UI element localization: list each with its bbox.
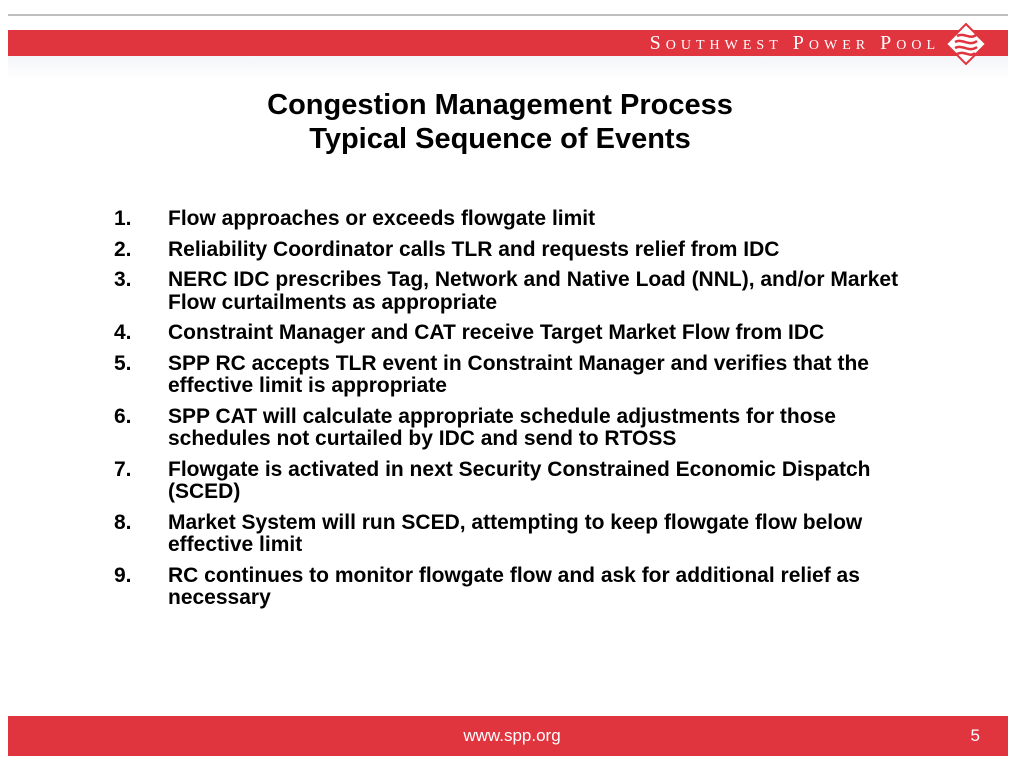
list-item xyxy=(114,406,934,451)
step-text: Flow approaches or exceeds flowgate limit xyxy=(168,207,596,230)
step-text: SPP CAT will calculate appropriate schedule adjustments for those schedules not curtailed by IDC and send to RTOSS xyxy=(168,404,836,450)
step-number: 4. xyxy=(114,321,132,344)
step-text: NERC IDC prescribes Tag, Network and Native Load (NNL), and/or Market Flow curtailments as appropriate xyxy=(168,268,899,314)
brand-name: Southwest Power Pool xyxy=(649,32,940,54)
step-number: 1. xyxy=(114,207,132,230)
step-text: Market System will run SCED, attempting to keep flowgate flow below effective limit xyxy=(168,510,863,556)
step-text: RC continues to monitor flowgate flow and ask for additional relief as necessary xyxy=(168,563,860,609)
step-number: 8. xyxy=(114,510,132,534)
title-line-1: Congestion Management Process xyxy=(267,89,733,121)
step-number: 3. xyxy=(114,268,132,291)
step-text: Flowgate is activated in next Security Constrained Economic Dispatch (SCED) xyxy=(168,457,871,503)
step-text: Reliability Coordinator calls TLR and requests relief from IDC xyxy=(168,237,780,261)
page-number: 5 xyxy=(970,726,980,745)
list-item xyxy=(114,565,934,610)
list-item xyxy=(114,512,934,557)
list-item xyxy=(114,269,934,314)
steps-list xyxy=(114,208,934,618)
step-number: 2. xyxy=(114,237,132,261)
title-line-2: Typical Sequence of Events xyxy=(309,123,691,155)
page-title xyxy=(0,88,1000,156)
footer-url-link[interactable]: www.spp.org xyxy=(463,726,561,745)
list-item xyxy=(114,353,934,398)
header-fade xyxy=(8,56,1008,80)
spp-logo-icon xyxy=(944,22,988,66)
step-number: 5. xyxy=(114,351,132,375)
list-item xyxy=(114,322,934,345)
step-text: Constraint Manager and CAT receive Target Market Flow from IDC xyxy=(168,321,825,344)
step-number: 7. xyxy=(114,457,132,481)
step-number: 9. xyxy=(114,563,132,587)
list-item xyxy=(114,208,934,231)
list-item xyxy=(114,459,934,504)
top-rule xyxy=(8,14,1008,16)
step-text: SPP RC accepts TLR event in Constraint Manager and verifies that the effective limit is appropriate xyxy=(168,351,869,397)
list-item xyxy=(114,239,934,262)
step-number: 6. xyxy=(114,404,132,428)
